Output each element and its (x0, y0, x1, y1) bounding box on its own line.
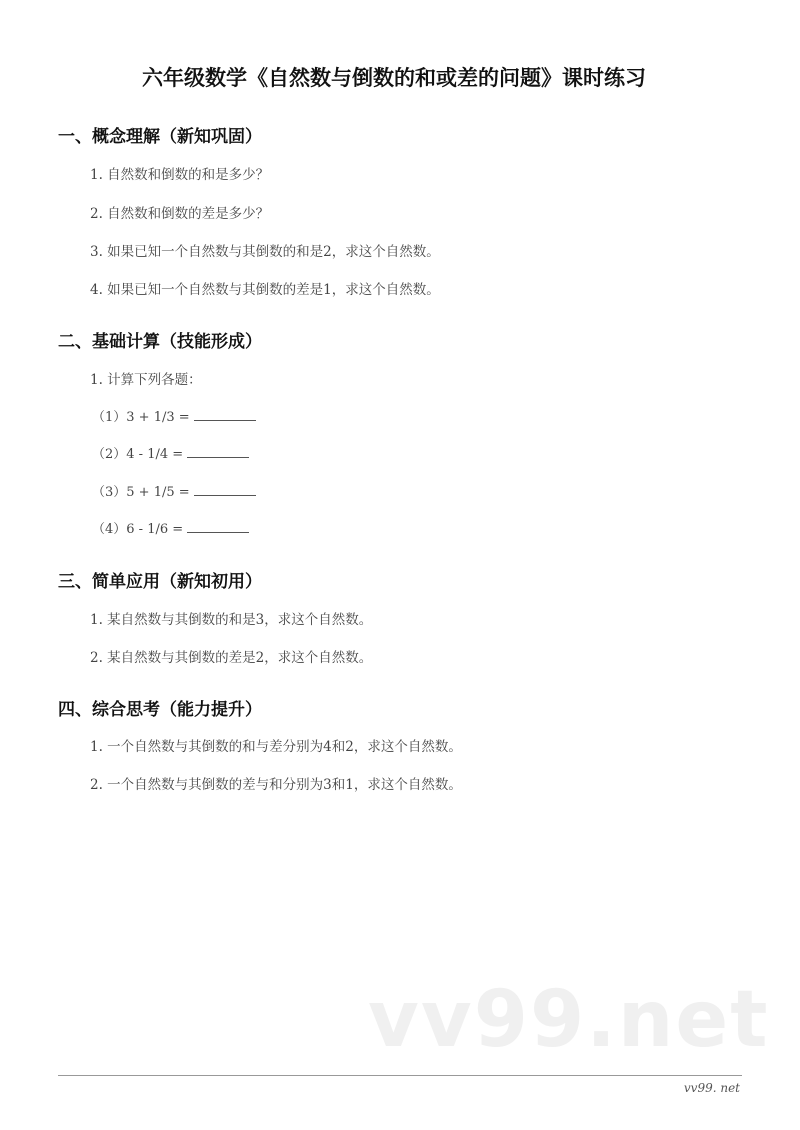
section-heading: 二、基础计算（技能形成） (58, 332, 262, 352)
calc-expression: （2）4 - 1/4 = (92, 447, 184, 462)
calc-item (92, 518, 249, 537)
answer-blank[interactable] (194, 408, 256, 421)
watermark: vv99.net (368, 975, 770, 1065)
answer-blank[interactable] (187, 520, 249, 533)
question: 3. 如果已知一个自然数与其倒数的和是2，求这个自然数。 (90, 244, 440, 260)
calc-item (92, 406, 256, 425)
calc-expression: （4）6 - 1/6 = (92, 522, 184, 537)
question: 1. 计算下列各题： (90, 372, 202, 388)
section-heading: 四、综合思考（能力提升） (58, 700, 262, 720)
question: 1. 自然数和倒数的和是多少？ (90, 167, 270, 183)
question: 1. 某自然数与其倒数的和是3，求这个自然数。 (90, 612, 373, 628)
calc-expression: （3）5 + 1/5 = (92, 485, 190, 500)
page-title: 六年级数学《自然数与倒数的和或差的问题》课时练习 (142, 66, 646, 90)
question: 1. 一个自然数与其倒数的和与差分别为4和2，求这个自然数。 (90, 739, 462, 755)
question: 2. 某自然数与其倒数的差是2，求这个自然数。 (90, 650, 373, 666)
section-heading: 一、概念理解（新知巩固） (58, 127, 262, 147)
calc-expression: （1）3 + 1/3 = (92, 410, 190, 425)
footer-divider (58, 1075, 742, 1076)
question: 4. 如果已知一个自然数与其倒数的差是1，求这个自然数。 (90, 282, 440, 298)
footer-text: vv99. net (683, 1081, 740, 1095)
calc-item (92, 481, 256, 500)
answer-blank[interactable] (194, 483, 256, 496)
calc-item (92, 443, 249, 462)
answer-blank[interactable] (187, 445, 249, 458)
question: 2. 一个自然数与其倒数的差与和分别为3和1，求这个自然数。 (90, 777, 462, 793)
question: 2. 自然数和倒数的差是多少？ (90, 206, 270, 222)
section-heading: 三、简单应用（新知初用） (58, 572, 262, 592)
